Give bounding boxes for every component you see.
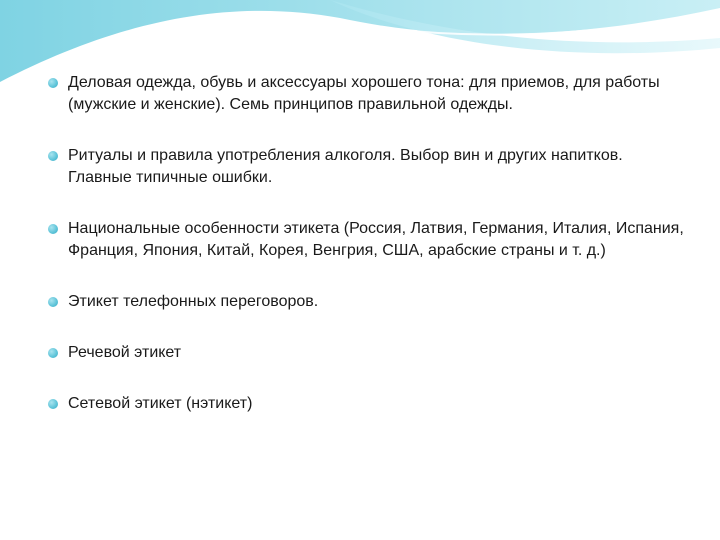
bullet-item: [48, 218, 688, 262]
bullet-text: Речевой этикет: [68, 344, 182, 361]
bullet-item: [48, 291, 688, 313]
bullet-dot-icon: [48, 297, 58, 307]
bullet-dot-icon: [48, 224, 58, 234]
bullet-dot-icon: [48, 399, 58, 409]
bullet-item: [48, 342, 688, 364]
bullet-text: Ритуалы и правила употребления алкоголя. Выбор вин и других напитков. Главные типичные ошибки.: [68, 147, 623, 186]
bullet-dot-icon: [48, 151, 58, 161]
bullet-text: Деловая одежда, обувь и аксессуары хорошего тона: для приемов, для работы (мужские и женские). Семь принципов правильной одежды.: [68, 74, 660, 113]
bullet-text: Этикет телефонных переговоров.: [68, 293, 319, 310]
bullet-item: [48, 145, 688, 189]
bullet-dot-icon: [48, 348, 58, 358]
bullet-dot-icon: [48, 78, 58, 88]
bullet-item: [48, 72, 688, 116]
bullet-list: [48, 72, 688, 415]
bullet-item: [48, 393, 688, 415]
bullet-text: Национальные особенности этикета (Россия, Латвия, Германия, Италия, Испания, Франция, Япония, Китай, Корея, Венгрия, США, арабские страны и т. д.): [68, 220, 684, 259]
bullet-text: Сетевой этикет (нэтикет): [68, 395, 253, 412]
